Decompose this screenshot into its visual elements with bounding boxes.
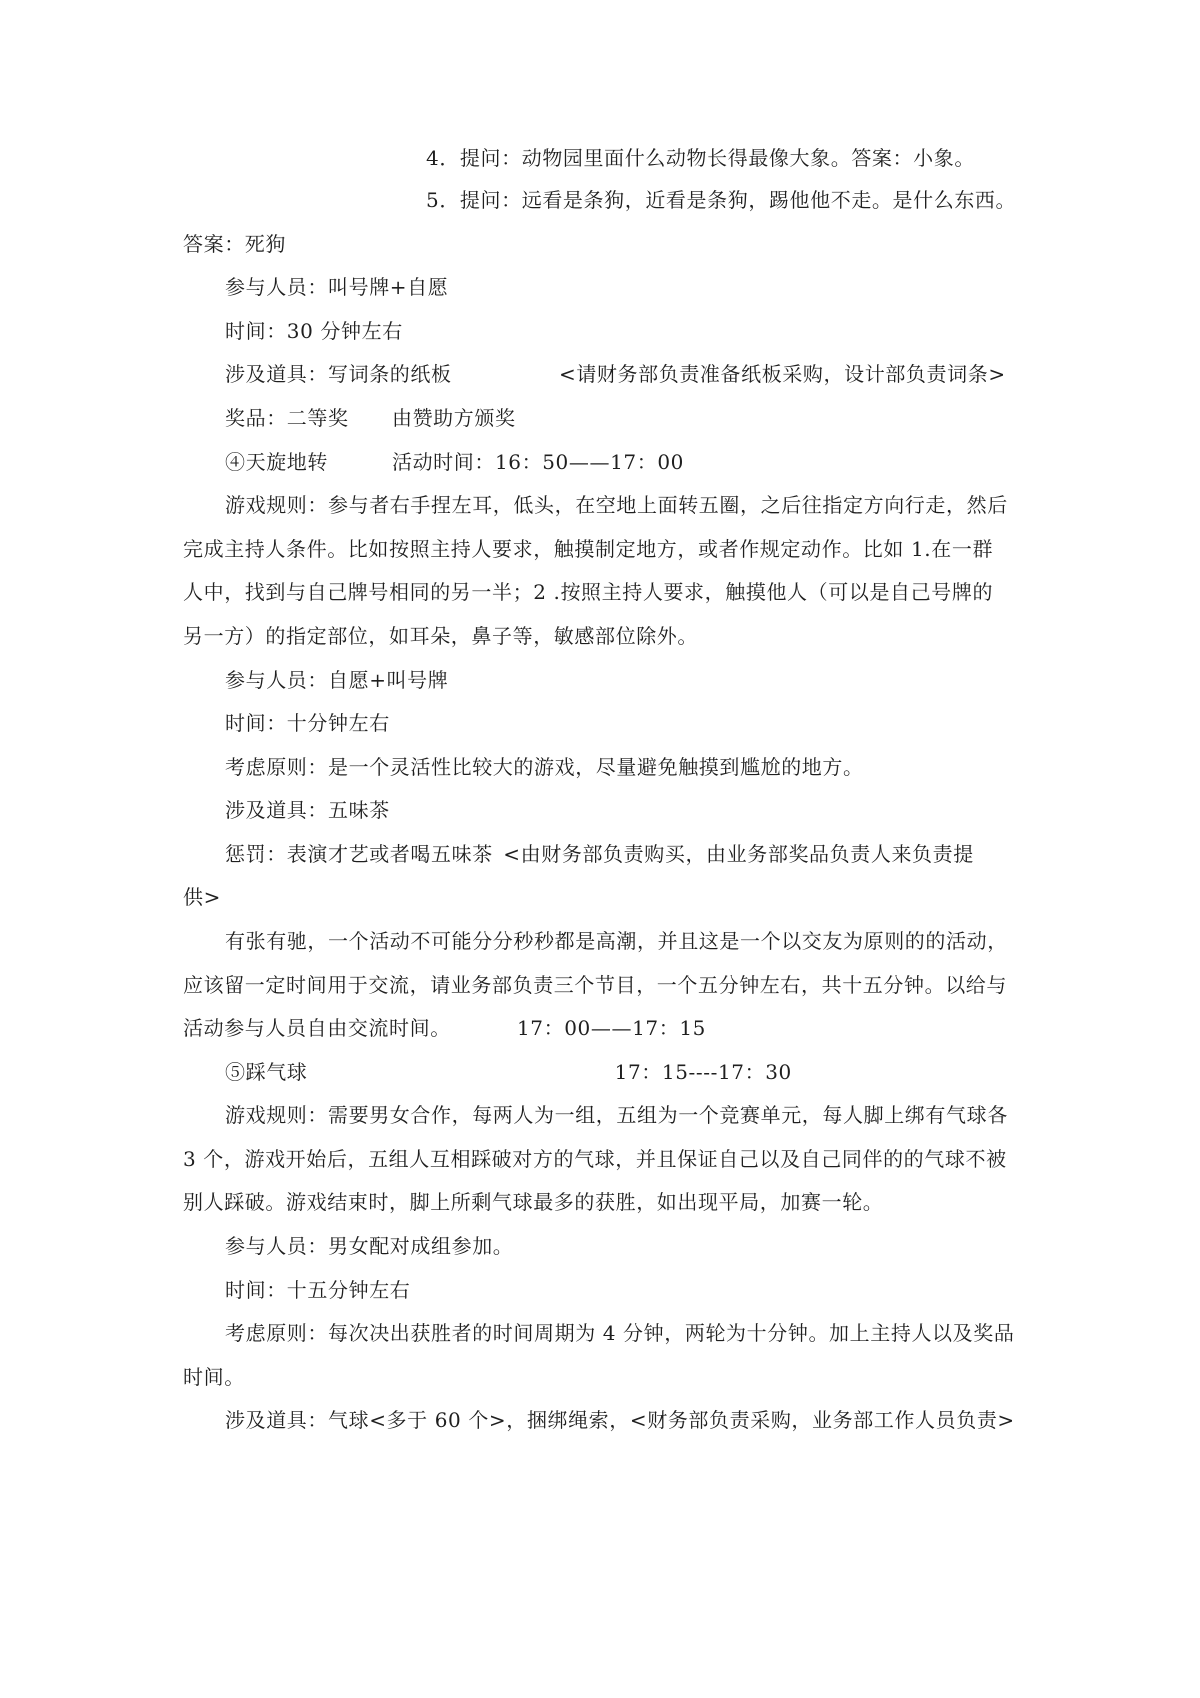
- rules-line-3: 人中，找到与自己牌号相同的另一半；2 .按照主持人要求，触摸他人（可以是自己号牌的: [183, 580, 994, 604]
- participants-line: 参与人员：男女配对成组参加。: [225, 1234, 514, 1258]
- answer-5: 答案：死狗: [183, 232, 286, 256]
- time-line: 时间：十分钟左右: [225, 711, 390, 735]
- prize-line: 奖品：二等奖 由赞助方颁奖: [225, 406, 516, 430]
- rules-line-2: 完成主持人条件。比如按照主持人要求，触摸制定地方，或者作规定动作。比如 1.在一群: [183, 537, 994, 561]
- section-heading-4: ④天旋地转 活动时间：16：50——17：00: [225, 450, 684, 474]
- rules-line-1: 游戏规则：需要男女合作，每两人为一组，五组为一个竞赛单元，每人脚上绑有气球各: [225, 1103, 1008, 1127]
- participants-line: 参与人员：自愿+叫号牌: [225, 668, 449, 692]
- penalty-line-cont: 供>: [183, 885, 221, 909]
- section-heading-5: ⑤踩气球 17：15----17：30: [225, 1060, 792, 1084]
- rules-line-3: 别人踩破。游戏结束时，脚上所剩气球最多的获胜，如出现平局，加赛一轮。: [183, 1190, 884, 1214]
- rules-line-2: 3 个，游戏开始后，五组人互相踩破对方的气球，并且保证自己以及自己同伴的的气球不被: [183, 1147, 1007, 1171]
- time-line: 时间：十五分钟左右: [225, 1278, 411, 1302]
- question-4: 4．提问：动物园里面什么动物长得最像大象。答案：小象。: [426, 146, 975, 170]
- paragraph-line-3: 活动参与人员自由交流时间。 17：00——17：15: [183, 1016, 706, 1040]
- question-5: 5．提问：远看是条狗，近看是条狗，踢他他不走。是什么东西。: [426, 188, 1017, 212]
- participants-line: 参与人员：叫号牌+自愿: [225, 275, 449, 299]
- paragraph-line-1: 有张有驰，一个活动不可能分分秒秒都是高潮，并且这是一个以交友为原则的的活动，: [225, 929, 1008, 953]
- rules-line-4: 另一方）的指定部位，如耳朵，鼻子等，敏感部位除外。: [183, 624, 698, 648]
- penalty-line: 惩罚：表演才艺或者喝五味茶 <由财务部负责购买，由业务部奖品负责人来负责提: [225, 842, 974, 866]
- props-line: 涉及道具：写词条的纸板 <请财务部负责准备纸板采购，设计部负责词条>: [225, 362, 1006, 386]
- principle-line-cont: 时间。: [183, 1365, 245, 1389]
- rules-line-1: 游戏规则：参与者右手捏左耳，低头，在空地上面转五圈，之后往指定方向行走，然后: [225, 493, 1008, 517]
- paragraph-line-2: 应该留一定时间用于交流，请业务部负责三个节目，一个五分钟左右，共十五分钟。以给与: [183, 973, 1007, 997]
- props-line: 涉及道具：气球<多于 60 个>，捆绑绳索，<财务部负责采购，业务部工作人员负责>: [225, 1408, 1015, 1432]
- props-line: 涉及道具：五味茶: [225, 798, 390, 822]
- time-line: 时间：30 分钟左右: [225, 319, 403, 343]
- principle-line: 考虑原则：是一个灵活性比较大的游戏，尽量避免触摸到尴尬的地方。: [225, 755, 864, 779]
- principle-line: 考虑原则：每次决出获胜者的时间周期为 4 分钟，两轮为十分钟。加上主持人以及奖品: [225, 1321, 1015, 1345]
